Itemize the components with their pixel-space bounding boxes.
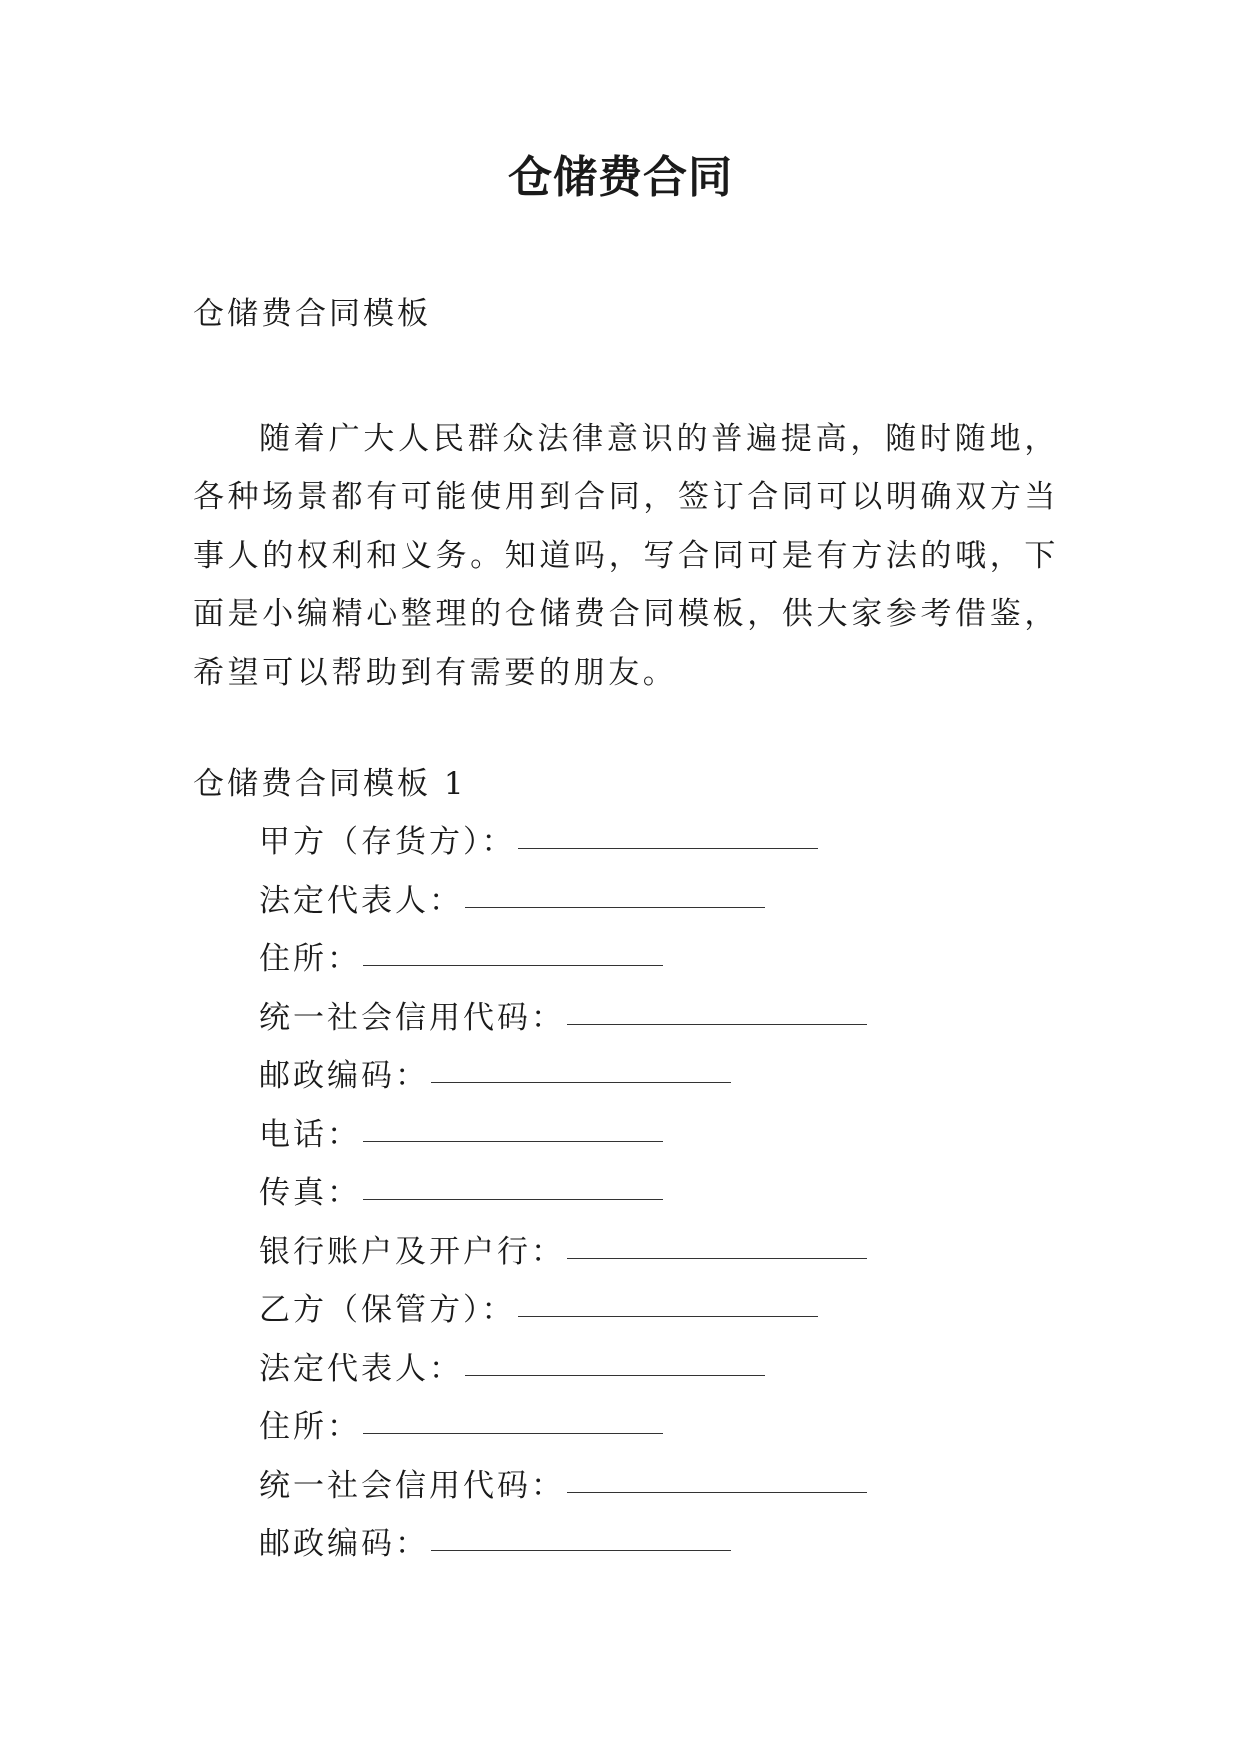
field-row [259,1113,867,1172]
field-label: 银行账户及开户行： [259,1233,565,1270]
fill-in-blank [518,820,818,849]
intro-paragraph: 随着广大人民群众法律意识的普遍提高，随时随地，各种场景都有可能使用到合同，签订合同可以明确双方当事人的权利和义务。知道吗，写合同可是有方法的哦，下面是小编精心整理的仓储费合同模板，供大家参考借鉴，希望可以帮助到有需要的朋友。 [193,421,1059,691]
section-heading: 仓储费合同模板 1 [193,766,467,802]
fill-in-blank [363,1405,663,1434]
fill-in-blank [431,1522,731,1551]
field-row [259,1522,867,1581]
field-label: 住所： [259,941,361,977]
document-subtitle: 仓储费合同模板 [193,296,431,332]
fill-in-blank [518,1288,818,1317]
field-label: 住所： [259,1409,361,1445]
field-label: 法定代表人： [259,1350,463,1387]
fill-in-blank [465,1347,765,1376]
field-row [259,1405,867,1464]
field-row [259,1054,867,1113]
fill-in-blank [363,1113,663,1142]
field-row [259,1288,867,1347]
fill-in-blank [567,1464,867,1493]
field-row [259,1347,867,1406]
field-label: 统一社会信用代码： [259,1467,565,1504]
field-row [259,1230,867,1289]
field-label: 传真： [259,1175,361,1211]
fill-in-blank [465,879,765,908]
field-row [259,1171,867,1230]
party-info-fields [259,820,867,1581]
fill-in-blank [567,1230,867,1259]
field-row [259,879,867,938]
fill-in-blank [431,1054,731,1083]
field-label: 乙方（保管方）： [259,1292,516,1328]
field-label: 统一社会信用代码： [259,999,565,1036]
field-label: 邮政编码： [259,1526,429,1562]
field-row [259,1464,867,1523]
fill-in-blank [363,937,663,966]
document-title: 仓储费合同 [508,152,733,203]
field-label: 法定代表人： [259,882,463,919]
field-label: 甲方（存货方）： [259,824,516,860]
fill-in-blank [567,996,867,1025]
field-row [259,937,867,996]
field-label: 电话： [259,1116,361,1153]
field-row [259,820,867,879]
field-label: 邮政编码： [259,1058,429,1094]
fill-in-blank [363,1171,663,1200]
field-row [259,996,867,1055]
